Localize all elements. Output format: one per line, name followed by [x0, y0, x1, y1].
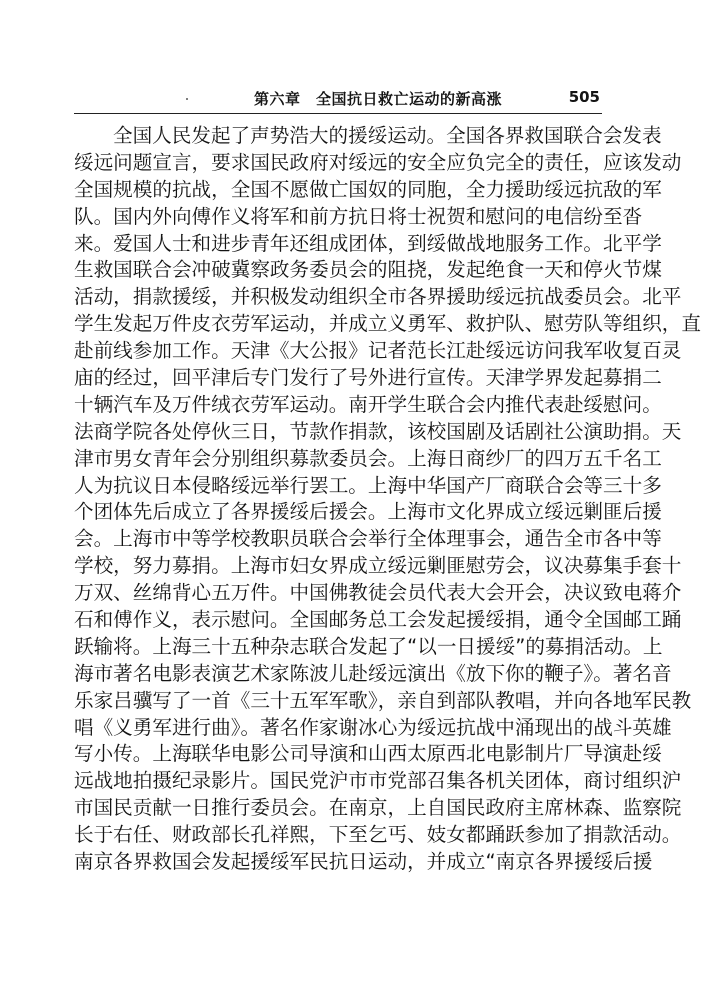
text-line: 来。爱国人士和进步青年还组成团体，到绥做战地服务工作。北平学	[74, 231, 662, 255]
text-line: 全国人民发起了声势浩大的援绥运动。全国各界救国联合会发表	[113, 124, 662, 147]
text-line: 津市男女青年会分别组织募款委员会。上海日商纱厂的四万五千名工	[74, 446, 662, 470]
text-line: 海市著名电影表演艺术家陈波儿赴绥远演出《放下你的鞭子》。著名音	[74, 661, 672, 685]
text-line: 会。上海市中等学校教职员联合会举行全体理事会，通告全市各中等	[74, 527, 662, 551]
page-number: 505	[568, 88, 600, 106]
text-line: 生救国联合会冲破冀察政务委员会的阻挠，发起绝食一天和停火节煤	[74, 258, 662, 282]
text-line: 个团体先后成立了各界援绥后援会。上海市文化界成立绥远剿匪后援	[74, 500, 662, 524]
text-line: 绥远问题宣言，要求国民政府对绥远的安全应负完全的责任，应该发动	[74, 150, 682, 174]
text-line: 赴前线参加工作。天津《大公报》记者范长江赴绥远访问我军收复百灵	[74, 339, 682, 363]
text-line: 乐家吕骥写了一首《三十五军军歌》，亲自到部队教唱，并向各地军民教	[74, 688, 692, 712]
text-line: 活动，捐款援绥，并积极发动组织全市各界援助绥远抗战委员会。北平	[74, 285, 682, 309]
text-line: 万双、丝绵背心五万件。中国佛教徒会员代表大会开会，决议致电蒋介	[74, 581, 682, 605]
text-line: 全国规模的抗战，全国不愿做亡国奴的同胞，全力援助绥远抗敌的军	[74, 177, 662, 201]
text-line: 人为抗议日本侵略绥远举行罢工。上海中华国产厂商联合会等三十多	[74, 473, 662, 497]
text-line: 南京各界救国会发起援绥军民抗日运动，并成立“南京各界援绥后援	[74, 850, 653, 874]
text-line: 庙的经过，回平津后专门发行了号外进行宣传。天津学界发起募捐二	[74, 366, 662, 390]
text-line: 唱《义勇军进行曲》。著名作家谢冰心为绥远抗战中涌现出的战斗英雄	[74, 715, 672, 739]
text-line: 石和傅作义，表示慰问。全国邮务总工会发起援绥捐，通令全国邮工踊	[74, 608, 682, 632]
header-rule	[74, 113, 602, 114]
text-line: 队。国内外向傅作义将军和前方抗日将士祝贺和慰问的电信纷至沓	[74, 204, 643, 228]
text-line: 写小传。上海联华电影公司导演和山西太原西北电影制片厂导演赴绥	[74, 742, 662, 766]
text-line: 长于右任、财政部长孔祥熙，下至乞丐、妓女都踊跃参加了捐款活动。	[74, 823, 682, 847]
text-line: 远战地拍摄纪录影片。国民党沪市市党部召集各机关团体，商讨组织沪	[74, 769, 682, 793]
running-header	[74, 86, 602, 110]
text-line: 学生发起万件皮衣劳军运动，并成立义勇军、救护队、慰劳队等组织，直	[74, 312, 701, 336]
text-line: 法商学院各处停伙三日，节款作捐款，该校国剧及话剧社公演助捐。天	[74, 419, 682, 443]
body-text	[74, 123, 701, 876]
text-line: 学校，努力募捐。上海市妇女界成立绥远剿匪慰劳会，议决募集手套十	[74, 554, 682, 578]
text-line: 市国民贡献一日推行委员会。在南京，上自国民政府主席林森、监察院	[74, 796, 682, 820]
text-line: 十辆汽车及万件绒衣劳军运动。南开学生联合会内推代表赴绥慰问。	[74, 392, 662, 416]
chapter-title: 第六章 全国抗日救亡运动的新高涨	[254, 90, 503, 108]
text-line: 跃输将。上海三十五种杂志联合发起了“以一日援绥”的募捐活动。上	[74, 634, 663, 658]
